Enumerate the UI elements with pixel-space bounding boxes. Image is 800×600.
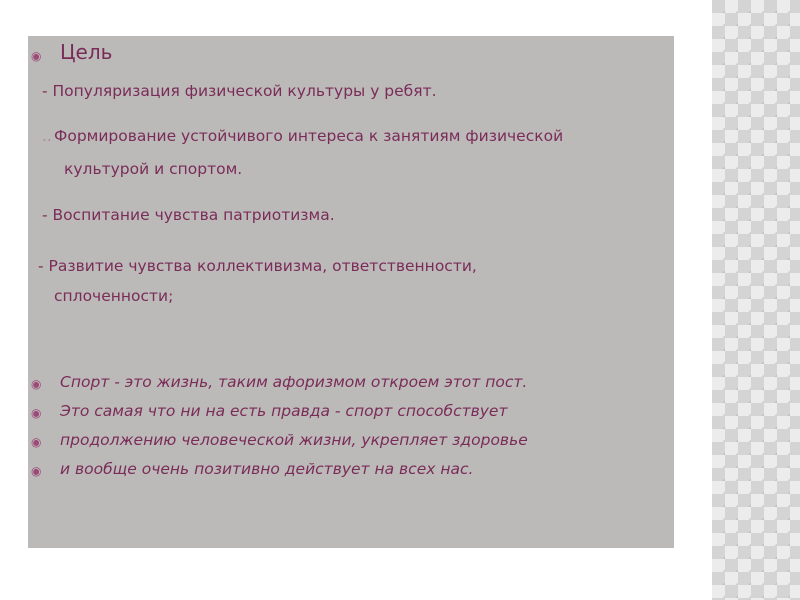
goal-3: - Воспитание чувства патриотизма. [42,206,335,224]
bullet-2: Это самая что ни на есть правда - спорт способствует [60,402,508,420]
goal-1: - Популяризация физической культуры у ребят. [42,82,437,100]
bullet-4: и вообще очень позитивно действует на всех нас. [60,460,474,478]
bullet-3: продолжению человеческой жизни, укрепляет здоровье [60,431,528,449]
circle-bullet-icon: ◉ [31,49,42,63]
goal-2-line-2: культурой и спортом. [64,160,243,178]
decorative-pattern-strip [712,0,800,600]
goal-2-prefix: .. [42,127,52,145]
circle-bullet-icon: ◉ [31,377,42,391]
circle-bullet-icon: ◉ [31,435,42,449]
goal-4-line-1: - Развитие чувства коллективизма, ответственности, [38,257,477,275]
circle-bullet-icon: ◉ [31,464,42,478]
goal-2-line-1: Формирование устойчивого интереса к занятиям физической [54,127,564,145]
slide-heading: Цель [60,40,113,64]
circle-bullet-icon: ◉ [31,406,42,420]
goal-4-line-2: сплоченности; [54,287,174,305]
bullet-1: Спорт - это жизнь, таким афоризмом откроем этот пост. [60,373,528,391]
